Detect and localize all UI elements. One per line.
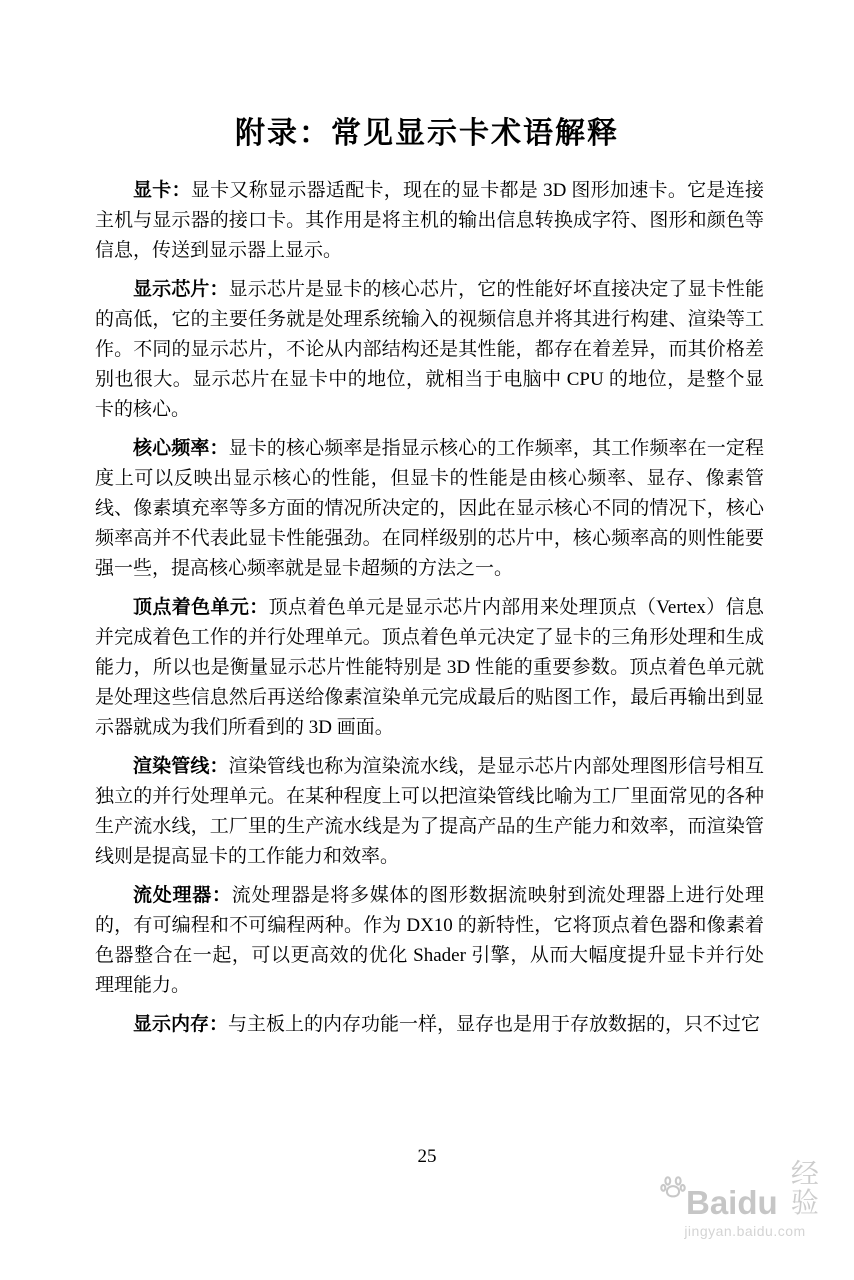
watermark-logo-row [660,1160,830,1219]
paragraph-display-chip [95,275,764,425]
paragraph-text: 顶点着色单元是显示芯片内部用来处理顶点（Vertex）信息并完成着色工作的并行处理单元。顶点着色单元决定了显卡的三角形处理和生成能力，所以也是衡量显示芯片性能特别是 3D 性能的重要参数。顶点着色单元就是处理这些信息然后再送给像素渲染单元完成最后的贴图工作，最后再输出到显示器就成为我们所看到的 3D 画面。 [95,597,764,738]
term-label: 顶点着色单元： [133,597,269,618]
paragraph-text: 显示芯片是显卡的核心芯片，它的性能好坏直接决定了显卡性能的高低，它的主要任务就是处理系统输入的视频信息并将其进行构建、渲染等工作。不同的显示芯片，不论从内部结构还是其性能，都存在着差异，而其价格差别也很大。显示芯片在显卡中的地位，就相当于电脑中 CPU 的地位，是整个显卡的核心。 [95,279,764,420]
paragraph-text: 渲染管线也称为渲染流水线，是显示芯片内部处理图形信号相互独立的并行处理单元。在某种程度上可以把渲染管线比喻为工厂里面常见的各种生产流水线，工厂里的生产流水线是为了提高产品的生产能力和效率，而渲染管线则是提高显卡的工作能力和效率。 [95,756,764,867]
term-label: 显示内存： [133,1014,229,1035]
baidu-paw-icon [660,1174,686,1205]
paragraph-graphics-card [95,176,764,266]
paragraph-display-memory [95,1010,764,1040]
document-body [95,176,764,1040]
watermark-brand: Baidu [686,1183,778,1221]
page-title: 附录：常见显示卡术语解释 [235,117,619,150]
paragraph-text: 显卡又称显示器适配卡，现在的显卡都是 3D 图形加速卡。它是连接主机与显示器的接口卡。其作用是将主机的输出信息转换成字符、图形和颜色等信息，传送到显示器上显示。 [95,180,764,261]
page-number: 25 [417,1146,437,1167]
term-label: 显卡： [133,180,191,201]
paragraph-render-pipeline [95,752,764,872]
paragraph-vertex-shader [95,593,764,743]
paragraph-text: 与主板上的内存功能一样，显存也是用于存放数据的，只不过它 [228,1014,761,1035]
paragraph-core-frequency [95,434,764,584]
watermark-url: jingyan.baidu.com [684,1222,806,1239]
term-label: 渲染管线： [133,756,229,777]
term-label: 显示芯片： [133,279,229,300]
paragraph-text: 流处理器是将多媒体的图形数据流映射到流处理器上进行处理的，有可编程和不可编程两种。作为 DX10 的新特性，它将顶点着色器和像素着色器整合在一起，可以更高效的优化 Shader 引擎，从而大幅度提升显卡并行处理理能力。 [95,885,764,996]
paragraph-stream-processor [95,881,764,1001]
baidu-jingyan-watermark [660,1160,830,1239]
term-label: 核心频率： [133,438,229,459]
paragraph-text: 显卡的核心频率是指显示核心的工作频率，其工作频率在一定程度上可以反映出显示核心的性能，但显卡的性能是由核心频率、显存、像素管线、像素填充率等多方面的情况所决定的，因此在显示核心不同的情况下，核心频率高并不代表此显卡性能强劲。在同样级别的芯片中，核心频率高的则性能要强一些，提高核心频率就是显卡超频的方法之一。 [95,438,764,579]
watermark-brand-chinese: 经验 [790,1159,819,1220]
term-label: 流处理器： [133,885,232,906]
